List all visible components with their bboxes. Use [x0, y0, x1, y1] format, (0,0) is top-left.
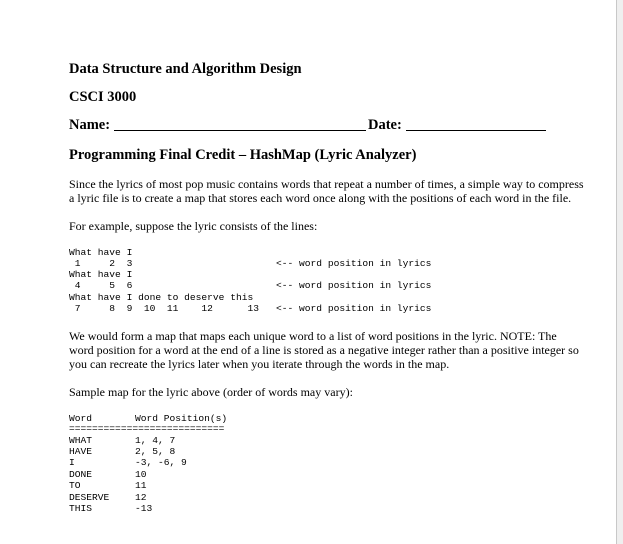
description-line-3: you can recreate the lyrics later when you iterate through the words in the map.	[69, 357, 450, 371]
viewer-scrollbar[interactable]	[617, 0, 623, 544]
table-row-positions: 10	[135, 469, 147, 480]
table-row-word: THIS	[69, 503, 93, 514]
lyric-line-1: What have I	[69, 247, 133, 258]
assignment-title: Programming Final Credit – HashMap (Lyric Analyzer)	[69, 147, 417, 163]
col-header-word: Word	[69, 413, 93, 424]
sample-intro: Sample map for the lyric above (order of words may vary):	[69, 385, 353, 399]
description-line-1: We would form a map that maps each unique word to a list of word positions in the lyric. NOTE: The	[69, 329, 557, 343]
table-row-positions: 11	[135, 480, 147, 491]
intro-line-2: a lyric file is to create a map that stores each word once along with the positions of each word in the file.	[69, 191, 572, 205]
lyric-line-2: What have I	[69, 269, 133, 280]
lyric-positions-3: 7 8 9 10 11 12 13	[69, 303, 259, 314]
table-row-positions: -3, -6, 9	[135, 457, 187, 468]
table-row-word: DESERVE	[69, 492, 110, 503]
lyric-positions-1: 1 2 3	[69, 258, 133, 269]
date-underline	[406, 130, 546, 131]
table-row-word: HAVE	[69, 446, 93, 457]
example-intro: For example, suppose the lyric consists of the lines:	[69, 219, 318, 233]
table-row-word: WHAT	[69, 435, 93, 446]
table-row-positions: 12	[135, 492, 147, 503]
intro-line-1: Since the lyrics of most pop music contains words that repeat a number of times, a simple way to compress	[69, 177, 584, 191]
lyric-positions-2: 4 5 6	[69, 280, 133, 291]
name-label: Name:	[69, 117, 111, 133]
table-row-positions: 2, 5, 8	[135, 446, 176, 457]
col-header-positions: Word Position(s)	[135, 413, 228, 424]
lyric-line-3: What have I done to deserve this	[69, 292, 254, 303]
table-row-word: I	[69, 457, 75, 468]
table-row-word: TO	[69, 480, 81, 491]
date-label: Date:	[368, 117, 402, 133]
table-row-positions: -13	[135, 503, 153, 514]
lyric-note-1: <-- word position in lyrics	[276, 258, 432, 269]
course-title: Data Structure and Algorithm Design	[69, 61, 302, 77]
course-code: CSCI 3000	[69, 89, 137, 105]
name-underline	[114, 130, 366, 131]
table-row-positions: 1, 4, 7	[135, 435, 176, 446]
table-row-word: DONE	[69, 469, 93, 480]
description-line-2: word position for a word at the end of a line is stored as a negative integer rather than a positive integer so	[69, 343, 579, 357]
lyric-note-3: <-- word position in lyrics	[276, 303, 432, 314]
lyric-note-2: <-- word position in lyrics	[276, 280, 432, 291]
table-divider: ===========================	[69, 423, 225, 434]
